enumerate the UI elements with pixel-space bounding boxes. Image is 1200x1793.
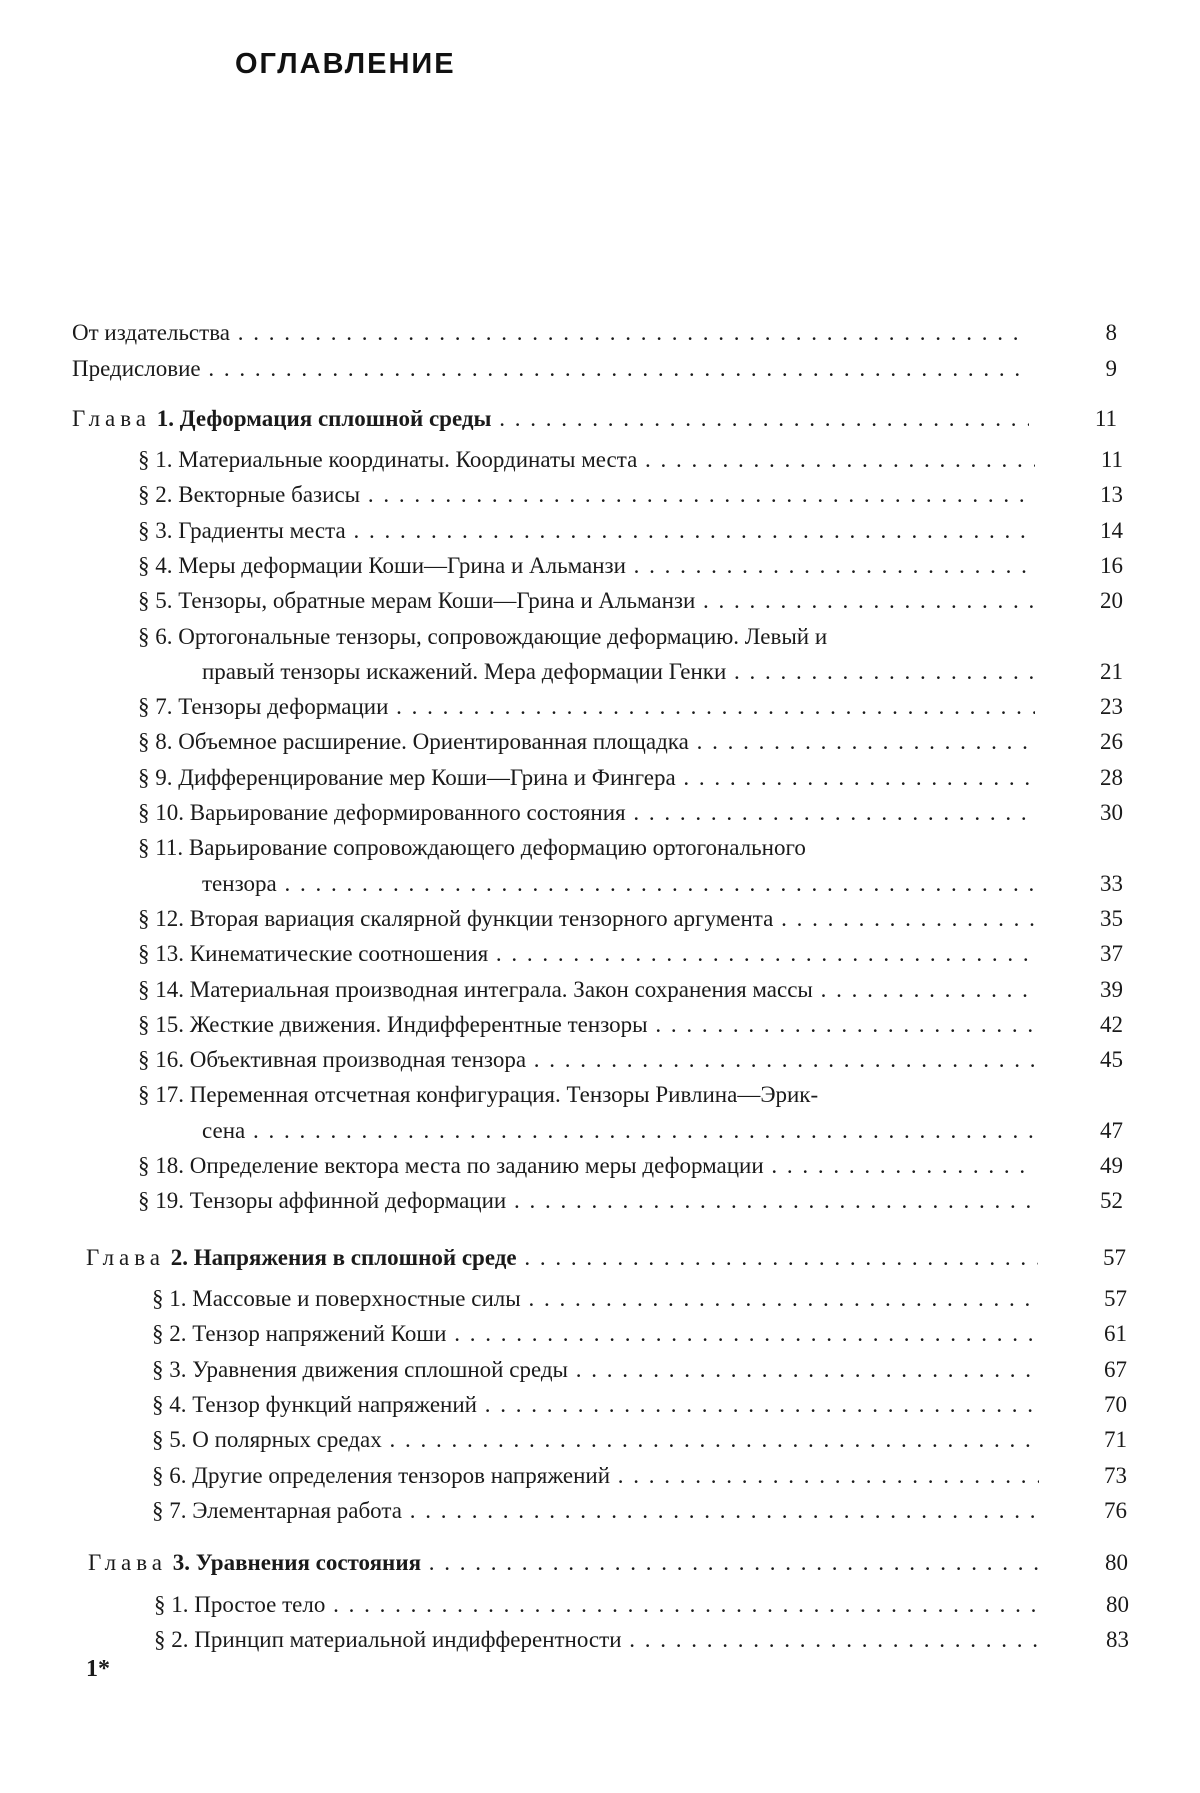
section-title: Жесткие движения. Индифферентные тензоры bbox=[189, 1011, 648, 1037]
toc-section bbox=[138, 620, 1123, 654]
section-title: Кинематические соотношения bbox=[189, 941, 489, 967]
section-number: § 1. bbox=[138, 447, 173, 472]
section-number: § 10. bbox=[138, 800, 184, 825]
section-page: 33 bbox=[1100, 870, 1123, 896]
section-title-continued: тензора . . . bbox=[202, 867, 1035, 901]
section-number: § 7. bbox=[138, 694, 173, 720]
toc-section bbox=[138, 973, 1123, 1007]
toc-section bbox=[138, 902, 1123, 936]
section-page: 14 bbox=[1100, 517, 1123, 543]
toc-section bbox=[138, 1043, 1123, 1077]
section-number: § 18. bbox=[138, 1153, 184, 1178]
section-title: Меры деформации Коши—Грина и Альманзи bbox=[178, 552, 626, 578]
section-page: 70 bbox=[1104, 1391, 1127, 1417]
section-title: Дифференцирование мер Коши—Грина и Фингера bbox=[178, 764, 676, 790]
toc-section bbox=[152, 1282, 1127, 1316]
section-page: 45 bbox=[1100, 1047, 1123, 1073]
toc-section-continued bbox=[202, 655, 1123, 689]
chapter-heading bbox=[88, 1546, 1128, 1580]
section-page: 49 bbox=[1100, 1153, 1123, 1178]
toc-section bbox=[152, 1494, 1127, 1528]
section-number: § 1. bbox=[154, 1592, 189, 1617]
chapter-page: 57 bbox=[1103, 1245, 1126, 1270]
toc-section bbox=[154, 1623, 1129, 1657]
section-page: 52 bbox=[1100, 1188, 1123, 1214]
toc-section bbox=[138, 584, 1123, 618]
section-title: Объективная производная тензора bbox=[189, 1047, 527, 1073]
section-page: 83 bbox=[1106, 1627, 1129, 1653]
chapter-prefix: Глава bbox=[88, 1550, 168, 1575]
section-title: Уравнения движения сплошной среды bbox=[192, 1356, 568, 1382]
section-page: 71 bbox=[1104, 1427, 1127, 1453]
toc-section bbox=[138, 725, 1123, 759]
section-title: Тензоры, обратные мерам Коши—Грина и Альманзи bbox=[178, 588, 696, 614]
chapter-title: Уравнения состояния bbox=[195, 1550, 422, 1575]
section-number: § 16. bbox=[138, 1047, 184, 1073]
chapter-number: 2. bbox=[170, 1245, 189, 1270]
toc-section bbox=[138, 796, 1123, 830]
section-title: Другие определения тензоров напряжений bbox=[192, 1462, 611, 1488]
toc-entry bbox=[72, 352, 1117, 386]
section-number: § 3. bbox=[138, 517, 173, 543]
section-title: Материальные координаты. Координаты места bbox=[178, 447, 638, 472]
section-title: Принцип материальной индифферентности bbox=[194, 1627, 622, 1653]
toc-section bbox=[138, 831, 1123, 865]
toc-entry-page: 9 bbox=[1105, 356, 1117, 381]
section-title: Вторая вариация скалярной функции тензорного аргумента bbox=[189, 905, 774, 931]
toc-section bbox=[152, 1423, 1127, 1457]
section-page: 30 bbox=[1100, 800, 1123, 825]
page-title: ОГЛАВЛЕНИЕ bbox=[235, 48, 456, 80]
section-page: 37 bbox=[1100, 941, 1123, 967]
section-title: Векторные базисы bbox=[178, 482, 361, 508]
section-title: Градиенты места bbox=[178, 517, 346, 543]
toc-section-continued bbox=[202, 1114, 1123, 1148]
toc-section bbox=[138, 937, 1123, 971]
toc-section-continued bbox=[202, 867, 1123, 901]
section-number: § 7. bbox=[152, 1497, 187, 1523]
section-page: 26 bbox=[1100, 729, 1123, 755]
section-title-continued: сена . . . bbox=[202, 1114, 1035, 1148]
section-title: О полярных средах bbox=[192, 1427, 382, 1453]
toc-entry bbox=[72, 316, 1117, 350]
section-number: § 2. bbox=[152, 1321, 187, 1347]
chapter-title: Деформация сплошной среды bbox=[179, 406, 492, 431]
section-page: 42 bbox=[1100, 1011, 1123, 1037]
section-number: § 11. bbox=[138, 835, 184, 861]
section-number: § 1. bbox=[152, 1286, 187, 1311]
section-title: Переменная отсчетная конфигурация. Тензоры Ривлина—Эрик- bbox=[189, 1082, 819, 1108]
section-number: § 3. bbox=[152, 1356, 187, 1382]
section-page: 80 bbox=[1106, 1592, 1129, 1617]
section-number: § 12. bbox=[138, 905, 184, 931]
section-number: § 19. bbox=[138, 1188, 184, 1214]
section-page: 61 bbox=[1104, 1321, 1127, 1347]
section-number: § 6. bbox=[152, 1462, 187, 1488]
section-number: § 5. bbox=[152, 1427, 187, 1453]
section-number: § 8. bbox=[138, 729, 173, 755]
section-title: Объемное расширение. Ориентированная площадка bbox=[178, 729, 689, 755]
section-title: Материальная производная интеграла. Закон сохранения массы bbox=[189, 976, 813, 1002]
section-page: 76 bbox=[1104, 1497, 1127, 1523]
toc-section bbox=[138, 514, 1123, 548]
toc-section bbox=[138, 1149, 1123, 1183]
chapter-page: 11 bbox=[1094, 406, 1117, 431]
toc-section bbox=[152, 1317, 1127, 1351]
section-page: 20 bbox=[1100, 588, 1123, 614]
toc-entry-page: 8 bbox=[1105, 320, 1117, 345]
toc-section bbox=[138, 1008, 1123, 1042]
section-title: Варьирование сопровождающего деформацию ортогонального bbox=[188, 835, 806, 861]
section-title: Определение вектора места по заданию меры деформации bbox=[189, 1153, 764, 1178]
toc-section bbox=[138, 761, 1123, 795]
chapter-prefix: Глава bbox=[86, 1245, 166, 1270]
section-page: 57 bbox=[1104, 1286, 1127, 1311]
toc-section bbox=[138, 690, 1123, 724]
chapter-page: 80 bbox=[1105, 1550, 1128, 1575]
section-number: § 2. bbox=[138, 482, 173, 508]
page-signature-mark: 1* bbox=[86, 1656, 110, 1682]
toc-entry-title: От издательства . . . bbox=[72, 316, 1029, 350]
section-number: § 6. bbox=[138, 623, 173, 649]
section-title: Варьирование деформированного состояния bbox=[189, 800, 626, 825]
toc-section bbox=[138, 1184, 1123, 1218]
section-page: 73 bbox=[1104, 1462, 1127, 1488]
chapter-number: 3. bbox=[172, 1550, 191, 1575]
section-page: 21 bbox=[1100, 658, 1123, 684]
section-page: 67 bbox=[1104, 1356, 1127, 1382]
toc-section bbox=[138, 1078, 1123, 1112]
section-number: § 13. bbox=[138, 941, 184, 967]
section-number: § 15. bbox=[138, 1011, 184, 1037]
section-number: § 9. bbox=[138, 764, 173, 790]
section-number: § 4. bbox=[152, 1391, 187, 1417]
toc-section bbox=[138, 443, 1123, 477]
chapter-number: 1. bbox=[156, 406, 175, 431]
section-page: 39 bbox=[1100, 976, 1123, 1002]
section-number: § 17. bbox=[138, 1082, 184, 1108]
section-title: Тензоры аффинной деформации bbox=[189, 1188, 507, 1214]
toc-section bbox=[152, 1353, 1127, 1387]
toc-entry-title: Предисловие . . . bbox=[72, 352, 1029, 386]
section-title: Тензор функций напряжений bbox=[192, 1391, 477, 1417]
chapter-heading bbox=[86, 1241, 1126, 1275]
toc-section bbox=[152, 1388, 1127, 1422]
section-page: 13 bbox=[1100, 482, 1123, 508]
section-page: 23 bbox=[1100, 694, 1123, 720]
section-number: § 2. bbox=[154, 1627, 189, 1653]
section-title: Массовые и поверхностные силы bbox=[192, 1286, 521, 1311]
section-title-continued: правый тензоры искажений. Мера деформации Генки . . . bbox=[202, 655, 1035, 689]
section-page: 47 bbox=[1100, 1117, 1123, 1143]
section-number: § 14. bbox=[138, 976, 184, 1002]
section-title: Тензоры деформации bbox=[178, 694, 389, 720]
chapter-heading bbox=[72, 402, 1117, 436]
section-title: Простое тело bbox=[194, 1592, 326, 1617]
section-number: § 5. bbox=[138, 588, 173, 614]
section-title: Ортогональные тензоры, сопровождающие деформацию. Левый и bbox=[178, 623, 828, 649]
toc-section bbox=[138, 478, 1123, 512]
chapter-title: Напряжения в сплошной среде bbox=[193, 1245, 517, 1270]
section-page: 28 bbox=[1100, 764, 1123, 790]
section-page: 16 bbox=[1100, 552, 1123, 578]
section-title: Элементарная работа bbox=[192, 1497, 402, 1523]
section-page: 11 bbox=[1100, 447, 1123, 472]
toc-section bbox=[138, 549, 1123, 583]
toc-section bbox=[154, 1588, 1129, 1622]
section-page: 35 bbox=[1100, 905, 1123, 931]
toc-section bbox=[152, 1459, 1127, 1493]
section-number: § 4. bbox=[138, 552, 173, 578]
chapter-prefix: Глава bbox=[72, 406, 152, 431]
section-title: Тензор напряжений Коши bbox=[192, 1321, 447, 1347]
